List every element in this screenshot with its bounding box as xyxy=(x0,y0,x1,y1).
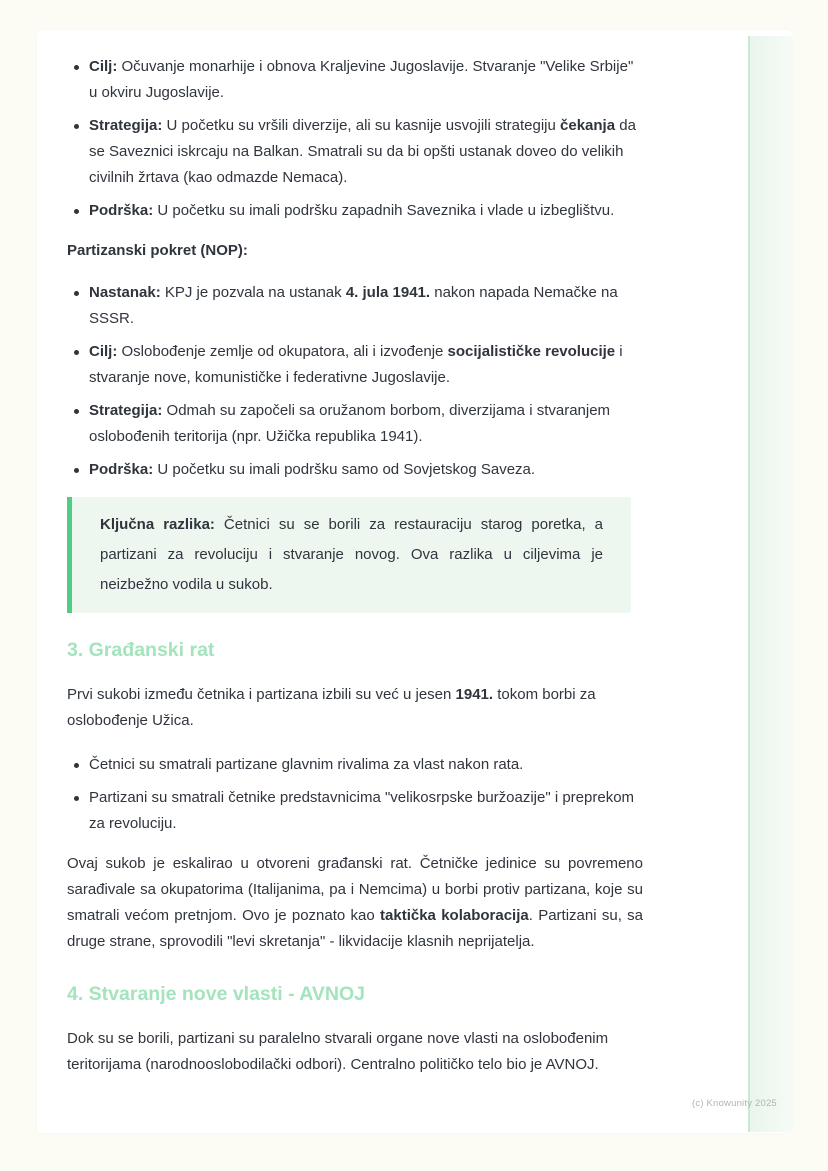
avnoj-paragraph: Dok su se borili, partizani su paralelno stvarali organe nove vlasti na oslobođenim teritorijama (narodnooslobodilački odbori). Centralno političko telo bio je AVNOJ. xyxy=(67,1030,609,1073)
partisan-points-list xyxy=(67,280,643,483)
list-item-cilj-2: Cilj: Oslobođenje zemlje od okupatora, ali i izvođenje socijalističke revolucije i stvaranje nove, komunističke i federativne Jugoslavije. xyxy=(89,339,643,391)
key-difference-callout: Ključna razlika: Četnici su se borili za restauraciju starog poretka, a partizani za revoluciju i stvaranje novog. Ova razlika u ciljevima je neizbežno vodila u sukob. xyxy=(67,497,631,613)
collaboration-paragraph: Ovaj sukob je eskalirao u otvoreni građanski rat. Četničke jedinice su povremeno sarađivale sa okupatorima (Italijanima, pa i Nemcima) u borbi protiv partizana, koje su smatrali većom pretnjom. Ovo je poznato kao taktička kolaboracija. Partizani su, sa druge strane, sprovodili "levi skretanja" - likvidacije klasnih neprijatelja. xyxy=(67,855,643,950)
list-item-nastanak: Nastanak: KPJ je pozvala na ustanak 4. jula 1941. nakon napada Nemačke na SSSR. xyxy=(89,280,643,332)
civil-war-list xyxy=(67,752,643,837)
document-page-card xyxy=(37,30,793,1133)
section-3-heading: 3. Građanski rat xyxy=(67,639,215,661)
chetnik-points-list xyxy=(67,54,643,224)
list-item-strategija-2: Strategija: Odmah su započeli sa oružanom borbom, diverzijama i stvaranjem oslobođenih teritorija (npr. Užička republika 1941). xyxy=(89,398,643,450)
section-4-heading: 4. Stvaranje nove vlasti - AVNOJ xyxy=(67,983,366,1005)
list-item-podrska-2: Podrška: U početku su imali podršku samo od Sovjetskog Saveza. xyxy=(89,457,643,483)
partisan-movement-heading: Partizanski pokret (NOP): xyxy=(67,242,248,259)
list-item-cetnici-view: Četnici su smatrali partizane glavnim rivalima za vlast nakon rata. xyxy=(89,752,643,778)
list-item-podrska: Podrška: U početku su imali podršku zapadnih Saveznika i vlade u izbeglištvu. xyxy=(89,198,643,224)
document-content xyxy=(37,30,793,1078)
list-item-partizani-view: Partizani su smatrali četnike predstavnicima "velikosrpske buržoazije" i preprekom za revoluciju. xyxy=(89,785,643,837)
list-item-cilj: Cilj: Očuvanje monarhije i obnova Kraljevine Jugoslavije. Stvaranje "Velike Srbije" u okviru Jugoslavije. xyxy=(89,54,643,106)
civil-war-intro-paragraph: Prvi sukobi između četnika i partizana izbili su već u jesen 1941. tokom borbi za oslobođenje Užica. xyxy=(67,686,596,729)
knowunity-watermark: (c) Knowunity 2025 xyxy=(692,1098,777,1109)
list-item-strategija: Strategija: U početku su vršili diverzije, ali su kasnije usvojili strategiju čekanja da se Saveznici iskrcaju na Balkan. Smatrali su da bi opšti ustanak doveo do velikih civilnih žrtava (kao odmazde Nemaca). xyxy=(89,113,643,191)
